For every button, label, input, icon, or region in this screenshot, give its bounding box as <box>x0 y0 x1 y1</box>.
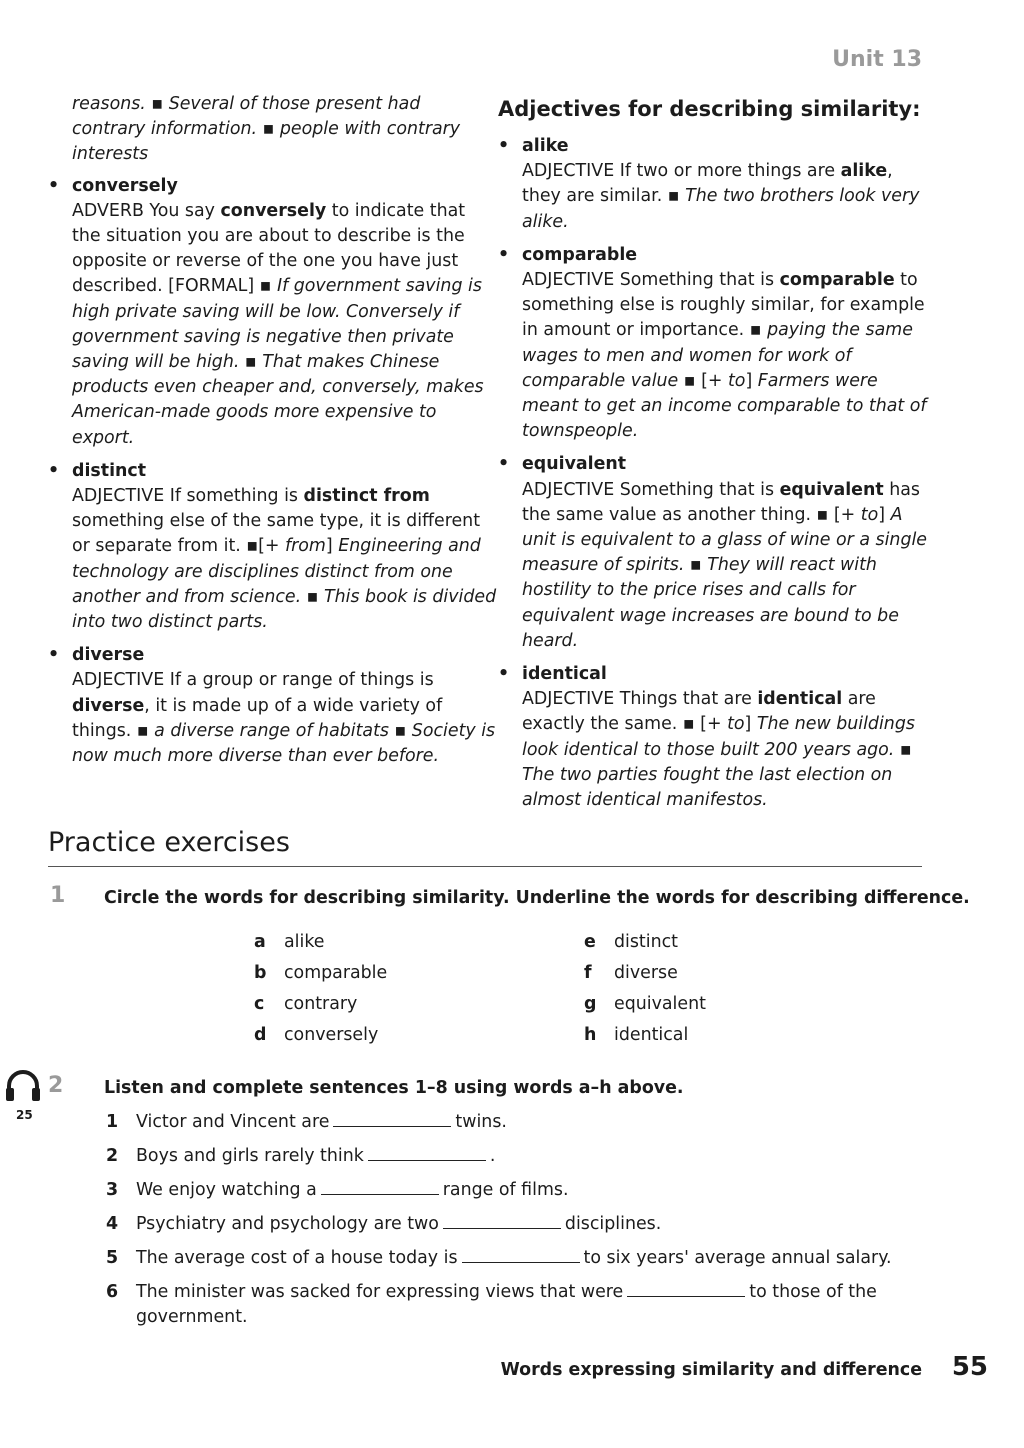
sentence-text: Boys and girls rarely think <box>136 1146 364 1166</box>
definition-text: ADVERB You say <box>72 200 221 221</box>
headphones-icon[interactable] <box>4 1068 42 1108</box>
headword: comparable <box>522 244 638 265</box>
dictionary-entry <box>48 643 497 769</box>
bold-term: equivalent <box>779 479 884 500</box>
option-word: equivalent <box>614 994 706 1014</box>
options-right <box>584 932 706 1056</box>
bold-term: distinct from <box>303 486 430 507</box>
audio-track-number: 25 <box>16 1108 33 1122</box>
bold-term: comparable <box>779 270 895 291</box>
dictionary-entry <box>498 452 928 654</box>
sentence-text: . <box>489 1146 496 1166</box>
bold-term: alike <box>840 161 888 182</box>
example-text: reasons. <box>72 94 152 114</box>
example-text: paying the same wages to men and women for work of comparable value <box>522 320 913 391</box>
option-word: diverse <box>614 963 678 983</box>
example-text: The two parties fought the last election on almost identical manifestos. <box>522 764 893 811</box>
definition-text: ] <box>878 504 891 525</box>
example-text: from <box>285 536 326 557</box>
example-text: If government saving is high private saving will be low. Conversely if government saving is negative then private saving will be high. <box>72 276 482 373</box>
answer-blank[interactable] <box>321 1180 439 1195</box>
sentence-item <box>106 1110 926 1135</box>
example-text: to <box>727 370 746 391</box>
option-letter: f <box>584 963 592 983</box>
option-item <box>254 963 387 994</box>
answer-blank[interactable] <box>627 1282 745 1297</box>
definition-text: ▪ <box>244 352 263 373</box>
right-column <box>498 92 928 821</box>
bullet-icon: • <box>498 136 510 156</box>
bullet-icon: • <box>498 454 510 475</box>
sentence-text: to six years' average annual salary. <box>583 1248 892 1268</box>
bullet-icon: • <box>498 664 510 685</box>
sentence-number: 1 <box>106 1112 119 1132</box>
example-text: to <box>727 714 745 735</box>
sentence-text: disciplines. <box>564 1214 662 1234</box>
definition-text: ] <box>325 536 339 557</box>
definition-text: ] <box>744 714 757 735</box>
answer-blank[interactable] <box>462 1248 580 1263</box>
sentence-item <box>106 1144 926 1169</box>
page-number: 55 <box>951 1352 988 1382</box>
headword: equivalent <box>522 454 627 475</box>
headword: conversely <box>72 175 178 196</box>
sentence-text: to those of the government. <box>136 1282 877 1327</box>
bullet-icon: • <box>48 460 60 481</box>
answer-blank[interactable] <box>368 1146 486 1161</box>
example-text: a diverse range of habitats <box>154 720 389 741</box>
continuation-text <box>72 92 497 168</box>
divider <box>48 866 922 867</box>
example-text: A unit is equivalent to a glass of wine or a single measure of spirits. <box>522 504 928 576</box>
bold-term: identical <box>757 689 843 710</box>
definition-text: something else of the same type, it is different or separate from it. ▪[+ <box>72 511 481 557</box>
exercise-1-number: 1 <box>50 883 66 908</box>
headword: diverse <box>72 645 145 666</box>
example-text: This book is divided into two distinct parts. <box>72 586 497 633</box>
sentence-number: 3 <box>106 1180 119 1200</box>
sentence-item <box>106 1246 926 1271</box>
sentence-number: 4 <box>106 1214 119 1234</box>
definition-text: ADJECTIVE If a group or range of things is <box>72 670 434 691</box>
definition-text: are exactly the same. ▪ [+ <box>522 689 876 735</box>
definition-text: ADJECTIVE Something that is <box>522 270 780 291</box>
definition-text: ▪ <box>894 739 912 760</box>
option-word: identical <box>614 1025 689 1045</box>
exercise-2-instruction: Listen and complete sentences 1–8 using words a–h above. <box>104 1078 684 1098</box>
dictionary-entry <box>498 243 927 445</box>
example-text: people with contrary interests <box>72 119 461 165</box>
example-text: That makes Chinese products even cheaper and, conversely, makes American-made goods more expensive to export. <box>72 352 484 448</box>
example-text: The two brothers look very alike. <box>522 186 920 232</box>
left-column <box>48 92 497 777</box>
unit-label: Unit 13 <box>832 47 922 72</box>
option-letter: d <box>254 1025 267 1045</box>
option-letter: e <box>584 932 596 952</box>
sentence-list <box>106 1110 926 1339</box>
example-text: Several of those present had contrary information. <box>72 94 421 140</box>
separator: ▪ <box>151 94 169 114</box>
example-text: to <box>860 504 879 525</box>
option-word: distinct <box>614 932 678 952</box>
sentence-text: Victor and Vincent are <box>136 1112 330 1132</box>
sentence-number: 5 <box>106 1248 119 1268</box>
option-letter: a <box>254 932 266 952</box>
bold-term: diverse <box>72 695 145 716</box>
practice-title: Practice exercises <box>48 827 290 858</box>
dictionary-entry <box>498 134 927 235</box>
sentence-text: The average cost of a house today is <box>136 1248 458 1268</box>
definition-text: ▪ <box>388 720 412 741</box>
sentence-item <box>106 1280 926 1330</box>
definition-text: ADJECTIVE Something that is <box>522 479 780 500</box>
sentence-number: 2 <box>106 1146 119 1166</box>
bold-term: conversely <box>220 200 327 221</box>
sentence-text: twins. <box>455 1112 507 1132</box>
sentence-text: range of films. <box>442 1180 569 1200</box>
definition-text: ▪ [+ <box>683 370 728 391</box>
definition-text: , it is made up of a wide variety of things. ▪ <box>72 695 443 741</box>
bullet-icon: • <box>48 175 60 196</box>
option-word: comparable <box>284 963 388 983</box>
example-text: The new buildings look identical to those built 200 years ago. <box>522 714 915 760</box>
option-letter: g <box>584 994 597 1014</box>
option-item <box>584 1025 706 1056</box>
exercise-2-number: 2 <box>48 1073 64 1098</box>
options-left <box>254 932 387 1056</box>
option-item <box>254 932 387 963</box>
example-text: Society is now much more diverse than ever before. <box>72 720 496 767</box>
option-word: conversely <box>284 1025 379 1045</box>
section-title: Adjectives for describing similarity: <box>498 97 921 121</box>
option-letter: b <box>254 963 267 983</box>
answer-blank[interactable] <box>443 1214 561 1229</box>
sentence-text: Psychiatry and psychology are two <box>136 1214 439 1234</box>
definition-text: ADJECTIVE Things that are <box>522 689 758 710</box>
option-letter: h <box>584 1025 597 1045</box>
footer-title: Words expressing similarity and difference <box>500 1360 922 1380</box>
definition-text: ▪ <box>306 586 324 607</box>
option-item <box>584 994 706 1025</box>
definition-text: to indicate that the situation you are about to describe is the opposite or reverse of the one you have just described. [FORMAL] ▪ <box>72 200 466 297</box>
answer-blank[interactable] <box>333 1112 451 1127</box>
sentence-number: 6 <box>106 1282 119 1302</box>
option-letter: c <box>254 994 265 1014</box>
example-text: Engineering and technology are disciplines distinct from one another and from science. <box>72 536 481 607</box>
definition-text: has the same value as another thing. ▪ [+ <box>522 479 920 525</box>
option-item <box>254 1025 387 1056</box>
dictionary-entry <box>48 459 497 635</box>
option-item <box>254 994 387 1025</box>
example-text: They will react with hostility to the price rises and calls for equivalent wage increases are bound to be heard. <box>522 555 899 651</box>
sentence-text: We enjoy watching a <box>136 1180 317 1200</box>
bullet-icon: • <box>498 244 510 265</box>
bullet-icon: • <box>48 645 60 666</box>
headword: distinct <box>72 460 147 481</box>
headword: identical <box>522 664 607 685</box>
definition-text: ▪ <box>689 555 708 576</box>
sentence-text: The minister was sacked for expressing views that were <box>136 1282 624 1302</box>
definition-text: ] <box>745 370 758 391</box>
definition-text: ADJECTIVE If two or more things are <box>522 161 841 182</box>
sentence-item <box>106 1212 926 1237</box>
option-item <box>584 932 706 963</box>
definition-text: to something else is roughly similar, for example in amount or importance. ▪ <box>522 270 925 341</box>
example-text: Farmers were meant to get an income comparable to that of townspeople. <box>522 370 927 442</box>
headword: alike <box>522 136 569 156</box>
option-word: contrary <box>284 994 358 1014</box>
dictionary-entry <box>48 174 497 451</box>
option-word: alike <box>284 932 325 952</box>
sentence-item <box>106 1178 926 1203</box>
option-item <box>584 963 706 994</box>
definition-text: ADJECTIVE If something is <box>72 486 304 507</box>
dictionary-entry <box>498 662 927 813</box>
separator: ▪ <box>262 119 280 140</box>
definition-text: , they are similar. ▪ <box>522 161 893 207</box>
exercise-1-instruction: Circle the words for describing similarity. Underline the words for describing difference. <box>104 888 970 908</box>
